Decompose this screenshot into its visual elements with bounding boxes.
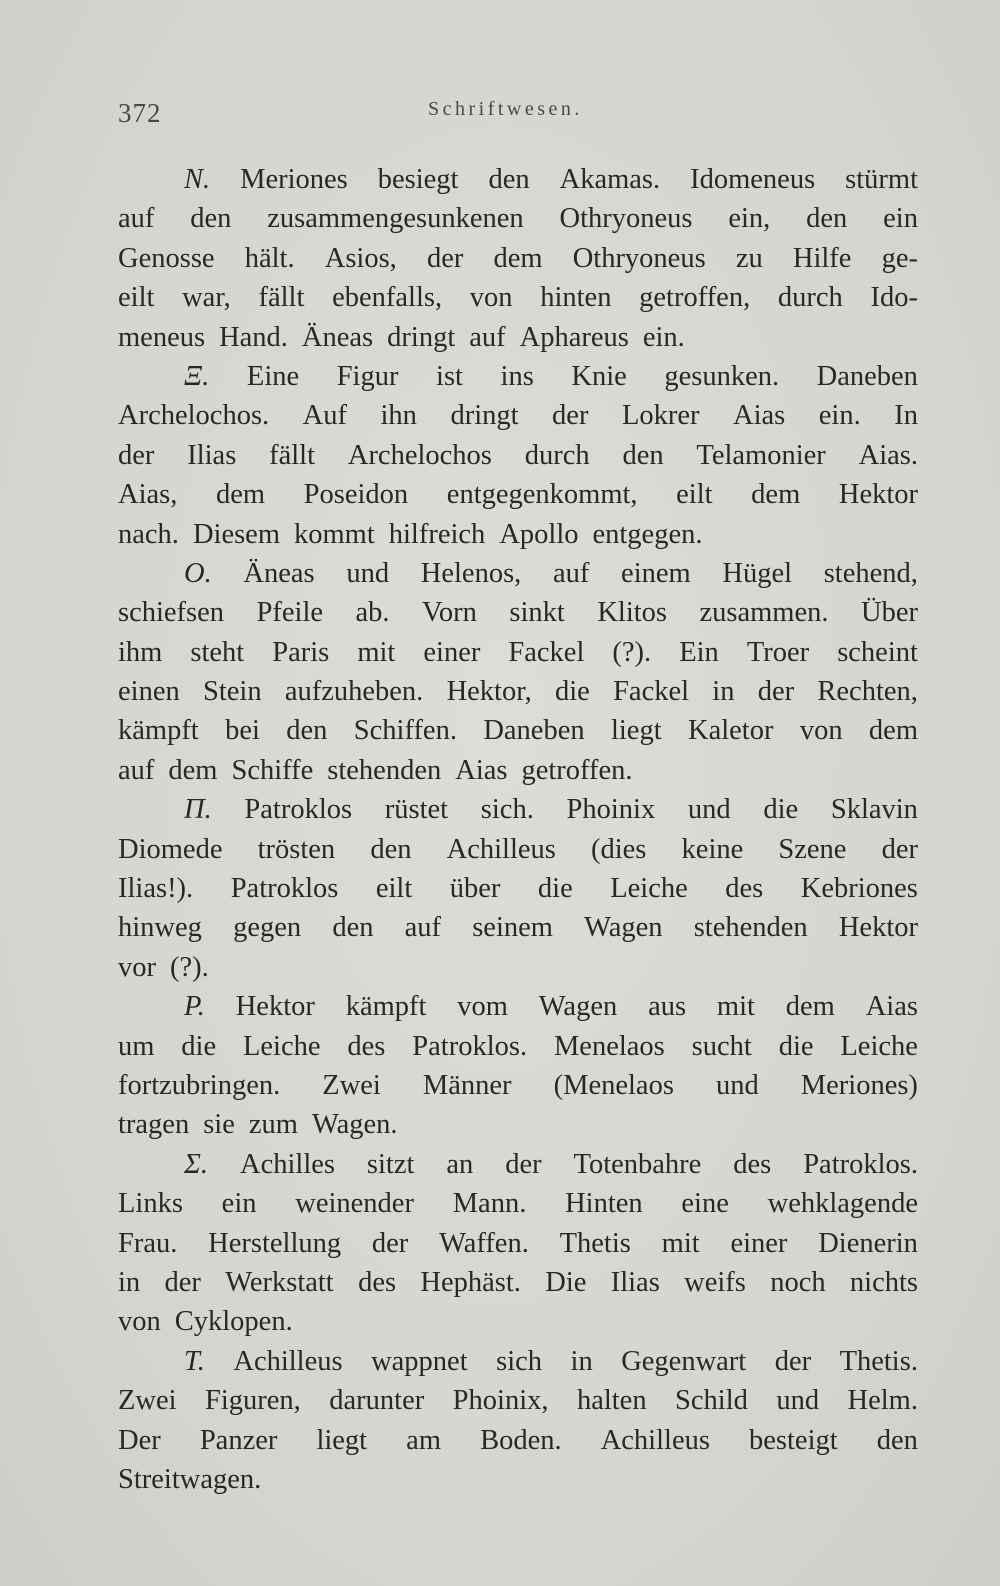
- text-line: Archelochos. Auf ihn dringt der Lokrer Aias ein. In: [118, 400, 918, 432]
- text-line: O. Äneas und Helenos, auf einem Hügel stehend,: [184, 557, 918, 589]
- text-line: einen Stein aufzuheben. Hektor, die Fackel in der Rechten,: [118, 676, 918, 708]
- text-line: vor (?).: [118, 951, 209, 983]
- text-line: schiefsen Pfeile ab. Vorn sinkt Klitos zusammen. Über: [118, 597, 918, 629]
- text-line: T. Achilleus wappnet sich in Gegenwart der Thetis.: [184, 1345, 918, 1377]
- text-line: Ξ. Eine Figur ist ins Knie gesunken. Daneben: [184, 360, 918, 392]
- text-line: Der Panzer liegt am Boden. Achilleus besteigt den: [118, 1424, 918, 1456]
- text-line: Zwei Figuren, darunter Phoinix, halten Schild und Helm.: [118, 1385, 918, 1417]
- text-line: Streitwagen.: [118, 1463, 262, 1495]
- text-line: Aias, dem Poseidon entgegenkommt, eilt dem Hektor: [118, 479, 918, 511]
- text-line: Genosse hält. Asios, der dem Othryoneus zu Hilfe ge-: [118, 242, 918, 274]
- paragraph: [118, 790, 918, 987]
- paragraph: [118, 554, 918, 790]
- running-head: Schriftwesen.: [428, 98, 583, 120]
- text-line: nach. Diesem kommt hilfreich Apollo entgegen.: [118, 518, 703, 550]
- text-line: auf den zusammengesunkenen Othryoneus ein, den ein: [118, 203, 918, 235]
- text-line: hinweg gegen den auf seinem Wagen stehenden Hektor: [118, 912, 918, 944]
- text-line: Π. Patroklos rüstet sich. Phoinix und die Sklavin: [184, 794, 918, 826]
- body-text: [118, 160, 918, 1499]
- text-line: ihm steht Paris mit einer Fackel (?). Ein Troer scheint: [118, 636, 918, 668]
- text-line: Links ein weinender Mann. Hinten eine wehklagende: [118, 1188, 918, 1220]
- text-line: um die Leiche des Patroklos. Menelaos sucht die Leiche: [118, 1030, 918, 1062]
- text-line: auf dem Schiffe stehenden Aias getroffen.: [118, 754, 633, 786]
- paragraph: [118, 987, 918, 1145]
- text-line: der Ilias fällt Archelochos durch den Telamonier Aias.: [118, 439, 918, 471]
- text-line: fortzubringen. Zwei Männer (Menelaos und Meriones): [118, 1069, 918, 1101]
- text-line: tragen sie zum Wagen.: [118, 1109, 398, 1141]
- text-line: N. Meriones besiegt den Akamas. Idomeneus stürmt: [184, 164, 918, 195]
- text-line: Diomede trösten den Achilleus (dies keine Szene der: [118, 833, 918, 865]
- paragraph: [118, 1342, 918, 1500]
- text-line: in der Werkstatt des Hephäst. Die Ilias weifs noch nichts: [118, 1266, 918, 1298]
- paragraph: [118, 1145, 918, 1342]
- text-line: meneus Hand. Äneas dringt auf Aphareus ein.: [118, 321, 685, 353]
- page-number: 372: [118, 98, 162, 128]
- text-line: eilt war, fällt ebenfalls, von hinten getroffen, durch Ido-: [118, 282, 918, 314]
- text-line: kämpft bei den Schiffen. Daneben liegt Kaletor von dem: [118, 715, 918, 747]
- paragraph: [118, 160, 918, 357]
- paragraph: [118, 357, 918, 554]
- text-line: Ilias!). Patroklos eilt über die Leiche des Kebriones: [118, 873, 918, 905]
- text-line: Frau. Herstellung der Waffen. Thetis mit einer Dienerin: [118, 1227, 918, 1259]
- text-line: Σ. Achilles sitzt an der Totenbahre des Patroklos.: [184, 1148, 918, 1180]
- text-line: P. Hektor kämpft vom Wagen aus mit dem Aias: [184, 991, 918, 1023]
- text-line: von Cyklopen.: [118, 1306, 293, 1338]
